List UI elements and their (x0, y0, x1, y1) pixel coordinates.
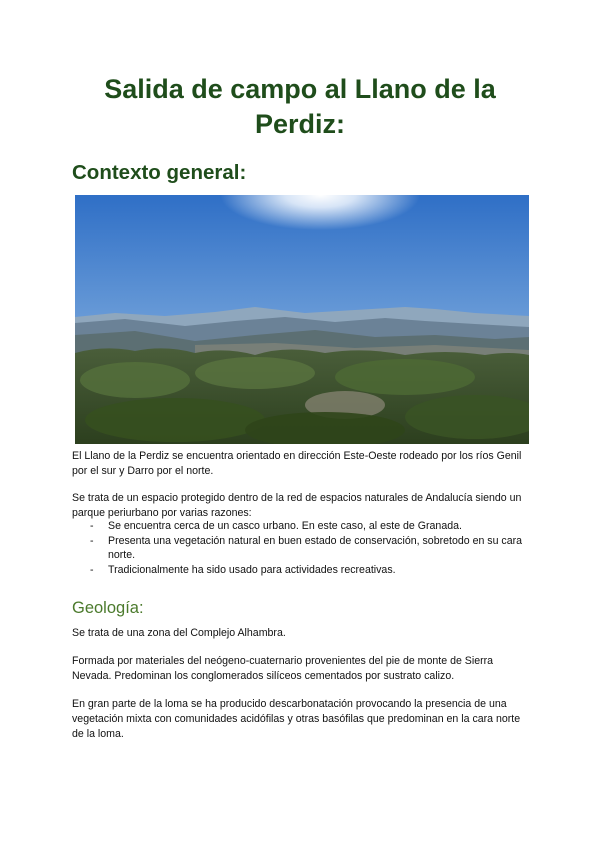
bullet-marker: - (90, 534, 94, 547)
landscape-photo (75, 195, 529, 444)
paragraph-complejo-alhambra: Se trata de una zona del Complejo Alhambra. (72, 627, 286, 639)
paragraph-materiales: Formada por materiales del neógeno-cuaternario provenientes del pie de monte de Sierra Nevada. Predominan los conglomerados silíceos cementados por sustrato calizo. (72, 655, 494, 683)
list-item (72, 534, 532, 563)
list-item-text: Se encuentra cerca de un casco urbano. En este caso, al este de Granada. (108, 520, 462, 532)
paragraph-ubicacion: El Llano de la Perdiz se encuentra orientado en dirección Este-Oeste rodeado por los ríos Genil por el sur y Darro por el norte. (72, 450, 522, 478)
paragraph-descarbonatacion: En gran parte de la loma se ha producido descarbonatación provocando la presencia de una vegetación mixta con comunidades acidófilas y otras basófilas que predominan en la cara norte de la loma. (72, 698, 521, 741)
list-item (72, 519, 532, 534)
bullet-marker: - (90, 520, 94, 532)
list-item-text: Presenta una vegetación natural en buen estado de conservación, sobretodo en su cara norte. (108, 534, 523, 562)
list-item (72, 563, 532, 578)
paragraph-espacio-protegido: Se trata de un espacio protegido dentro de la red de espacios naturales de Andalucía siendo un parque periurbano por varias razones: (72, 492, 522, 520)
bullet-marker: - (90, 563, 94, 576)
page-title: Salida de campo al Llano de la Perdiz: (104, 74, 496, 139)
reasons-list (72, 519, 532, 577)
list-item-text: Tradicionalmente ha sido usado para actividades recreativas. (108, 563, 396, 576)
section-heading-contexto: Contexto general: (72, 161, 247, 184)
section-heading-geologia: Geología: (72, 599, 144, 617)
